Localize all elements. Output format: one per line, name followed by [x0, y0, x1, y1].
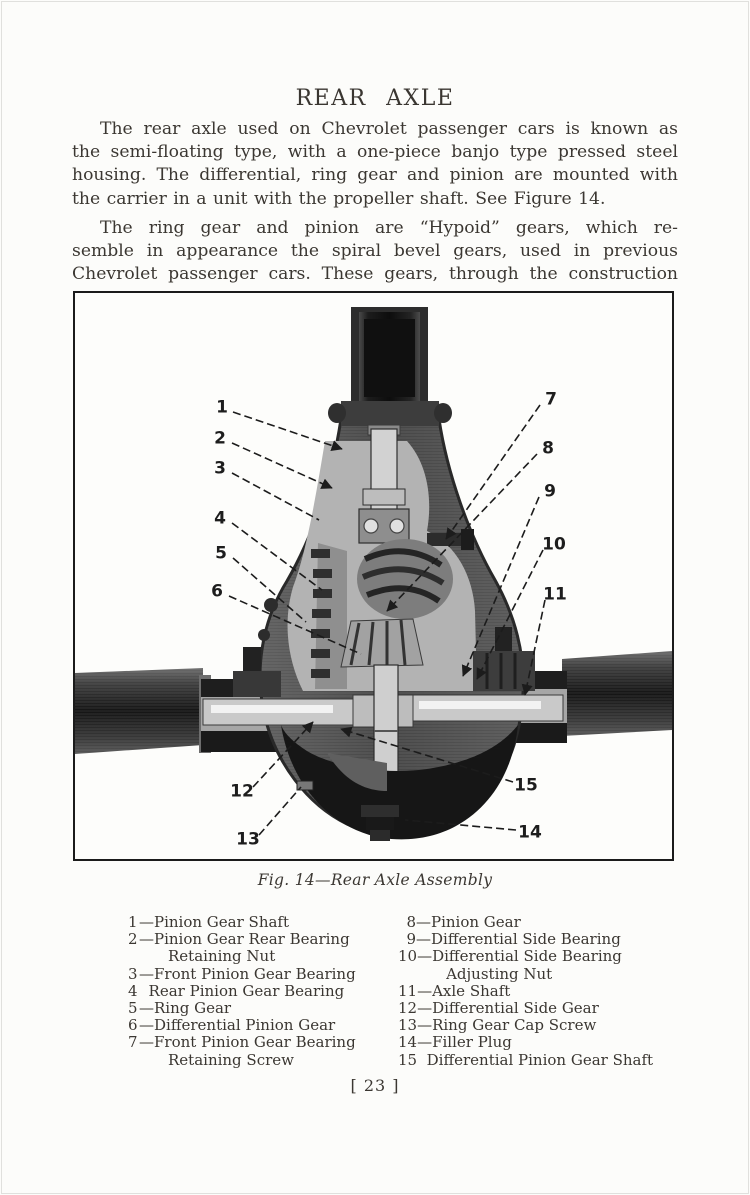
figure-14-rear-axle: [73, 291, 674, 861]
legend-num: 7: [128, 1033, 138, 1052]
legend-num: 10: [398, 947, 418, 966]
legend-sep: —: [416, 930, 431, 949]
differential-pinion-gear: [341, 619, 423, 667]
callout-4: 4: [214, 508, 226, 529]
legend-num: 2: [128, 930, 138, 949]
legend-sep: [139, 983, 149, 1000]
callout-2: 2: [214, 428, 226, 449]
legend-num: 1: [128, 913, 138, 931]
callout-9: 9: [544, 481, 556, 502]
legend-sep: [417, 1052, 427, 1069]
legend-left-column: [128, 914, 390, 1069]
legend-item: [128, 1000, 390, 1017]
legend-num: 11: [398, 981, 418, 1000]
legend-item: [398, 1017, 666, 1034]
legend-num: 8: [406, 913, 416, 931]
body-line: semble in appearance the spiral bevel gears, used in previous: [72, 241, 678, 262]
legend-sep: —: [139, 1016, 154, 1035]
legend-item: [128, 931, 390, 965]
callout-7: 7: [545, 389, 557, 410]
paragraph-1: [72, 118, 678, 211]
callout-13: 13: [236, 829, 260, 850]
legend-sep: —: [417, 1033, 433, 1052]
legend-text: Filler Plug: [432, 1033, 512, 1052]
legend-text: Front Pinion Gear Bearing Retaining Screw: [154, 1033, 356, 1069]
legend-num: 14: [398, 1033, 418, 1052]
axle-tube-left: [75, 668, 203, 754]
legend-text: Differential Side Bearing Adjusting Nut: [432, 947, 622, 983]
legend-sep: —: [139, 964, 154, 983]
body-line: The rear axle used on Chevrolet passenger cars is known as: [100, 119, 678, 139]
legend-num: 12: [398, 999, 418, 1018]
legend-item: [128, 983, 390, 1000]
legend-sep: —: [139, 999, 154, 1018]
body-line: housing. The differential, ring gear and pinion are mounted with: [72, 165, 678, 186]
legend-num: 5: [128, 999, 138, 1018]
callout-14: 14: [518, 822, 542, 843]
callout-5: 5: [215, 543, 227, 564]
legend-item: [398, 983, 666, 1000]
callout-12: 12: [230, 781, 254, 802]
legend-text: Ring Gear: [154, 999, 232, 1018]
callout-11: 11: [543, 584, 567, 605]
legend-item: [128, 1017, 390, 1034]
legend-text: Pinion Gear: [431, 913, 521, 931]
legend-text: Differential Side Bearing: [431, 930, 621, 949]
callout-6: 6: [211, 581, 223, 602]
callout-1: 1: [216, 397, 228, 418]
legend-item: [128, 914, 390, 931]
legend-text: Pinion Gear Shaft: [154, 913, 290, 931]
legend-item: [398, 931, 666, 948]
legend-item: [128, 966, 390, 983]
legend-item: [398, 1052, 666, 1069]
legend-sep: —: [139, 913, 154, 931]
legend-num: 13: [398, 1016, 418, 1035]
legend-item: [398, 914, 666, 931]
legend-text: Differential Pinion Gear Shaft: [426, 1050, 654, 1069]
legend-text: Rear Pinion Gear Bearing: [148, 981, 345, 1000]
legend-text: Differential Pinion Gear: [154, 1016, 336, 1035]
legend-text: Differential Side Gear: [432, 999, 599, 1018]
legend-sep: —: [139, 1033, 154, 1052]
legend-sep: —: [417, 947, 433, 966]
paragraph-2: [72, 217, 678, 287]
body-line: the carrier in a unit with the propeller shaft. See Figure 14.: [72, 188, 606, 209]
page-title: REAR AXLE: [295, 86, 455, 111]
figure-caption: Fig. 14—Rear Axle Assembly: [257, 871, 493, 889]
axle-tube-right: [562, 651, 672, 736]
legend-sep: —: [416, 913, 431, 931]
legend-text: Axle Shaft: [432, 981, 511, 1000]
legend-item: [398, 948, 666, 982]
rear-axle-illustration: [75, 293, 672, 859]
body-line: Chevrolet passenger cars. These gears, through the construction: [72, 264, 678, 285]
legend-num: 6: [128, 1016, 138, 1035]
body-line: The ring gear and pinion are “Hypoid” gears, which re-: [100, 218, 678, 238]
legend-right-column: [398, 914, 666, 1069]
legend-item: [398, 1000, 666, 1017]
callout-3: 3: [214, 458, 226, 479]
legend-text: Pinion Gear Rear Bearing Retaining Nut: [154, 930, 350, 966]
legend-sep: —: [417, 981, 433, 1000]
legend-item: [128, 1034, 390, 1068]
legend-num: 4: [128, 981, 138, 1000]
legend-sep: —: [139, 930, 154, 949]
legend-num: 3: [128, 964, 138, 983]
legend-sep: —: [417, 999, 433, 1018]
legend-sep: —: [417, 1016, 433, 1035]
callout-10: 10: [542, 534, 566, 555]
callout-8: 8: [542, 438, 554, 459]
legend-text: Front Pinion Gear Bearing: [154, 964, 356, 983]
legend-text: Ring Gear Cap Screw: [432, 1016, 597, 1035]
legend-num: 9: [406, 930, 416, 949]
legend-num: 15: [398, 1050, 418, 1069]
page-number: [ 23 ]: [350, 1076, 400, 1095]
legend-item: [398, 1034, 666, 1051]
callout-15: 15: [514, 775, 538, 796]
body-line: the semi-floating type, with a one-piece banjo type pressed steel: [72, 142, 678, 163]
